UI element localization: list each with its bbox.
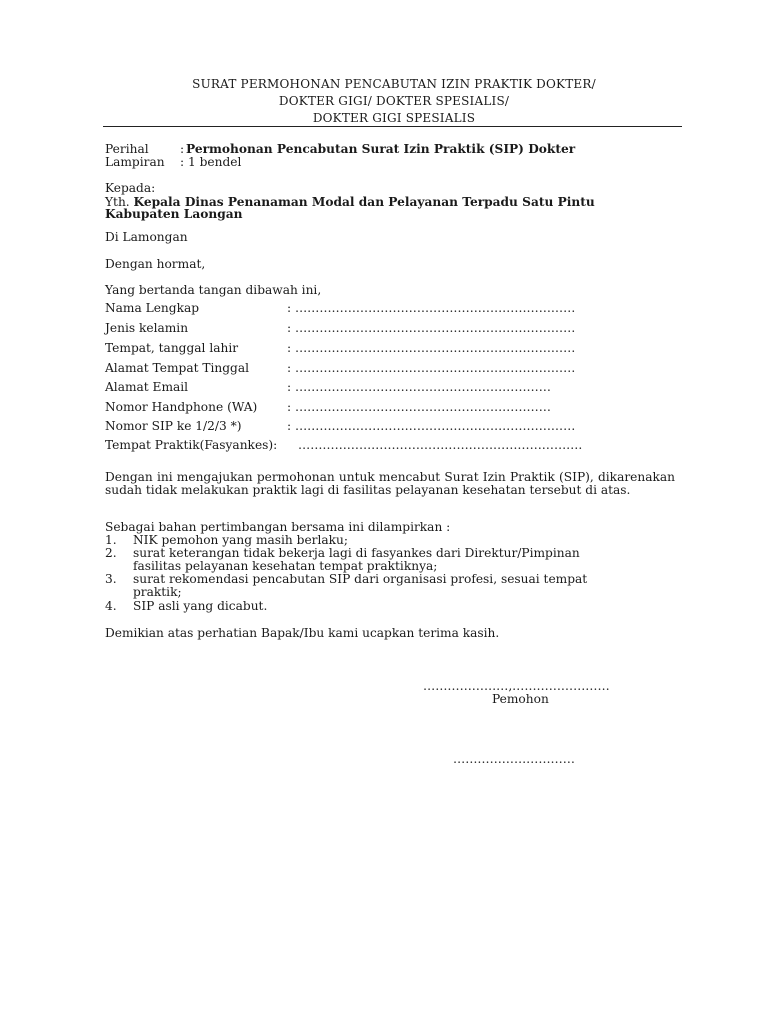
- salutation: Dengan hormat,: [105, 257, 206, 271]
- field-value-nomor-sip: : ……………………………………………………………: [287, 419, 576, 433]
- letter-title-line-2: DOKTER GIGI/ DOKTER SPESIALIS/: [278, 94, 510, 108]
- perihal-label: Perihal: [105, 142, 149, 156]
- field-label-alamat: Alamat Tempat Tinggal: [105, 361, 249, 375]
- attachment-item-2-cont: fasilitas pelayanan kesehatan tempat praktiknya;: [133, 559, 438, 573]
- signature-name-line: …………………………: [453, 752, 575, 766]
- yth-prefix: Yth.: [105, 195, 130, 209]
- perihal-separator: :: [180, 142, 185, 156]
- attachment-item-4: SIP asli yang dicabut.: [133, 599, 268, 613]
- letter-title-line-1: SURAT PERMOHONAN PENCABUTAN IZIN PRAKTIK DOKTER/: [192, 77, 596, 91]
- lampiran-label: Lampiran: [105, 155, 165, 169]
- field-label-nama: Nama Lengkap: [105, 301, 200, 315]
- title-divider: [103, 126, 682, 127]
- signature-place-date: …………………,……………………: [423, 679, 610, 693]
- lampiran-value: : 1 bendel: [180, 155, 242, 169]
- attachment-number-1: 1.: [105, 533, 117, 547]
- field-value-handphone: : ………………………………………………………: [287, 400, 551, 414]
- recipient-line-2: Kabupaten Laongan: [105, 207, 243, 221]
- perihal-value: Permohonan Pencabutan Surat Izin Praktik (SIP) Dokter: [186, 142, 576, 156]
- intro-text: Yang bertanda tangan dibawah ini,: [105, 283, 322, 297]
- field-value-alamat: : ……………………………………………………………: [287, 361, 576, 375]
- field-value-email: : ………………………………………………………: [287, 380, 551, 394]
- field-label-ttl: Tempat, tanggal lahir: [105, 341, 239, 355]
- attachment-number-2: 2.: [105, 546, 117, 560]
- field-value-jenis-kelamin: : ……………………………………………………………: [287, 321, 576, 335]
- field-label-jenis-kelamin: Jenis kelamin: [105, 321, 189, 335]
- signature-role: Pemohon: [492, 692, 549, 706]
- field-label-email: Alamat Email: [105, 380, 189, 394]
- field-label-handphone: Nomor Handphone (WA): [105, 400, 258, 414]
- field-value-nama: : ……………………………………………………………: [287, 301, 576, 315]
- attachment-number-4: 4.: [105, 599, 117, 613]
- attachment-item-2: surat keterangan tidak bekerja lagi di fasyankes dari Direktur/Pimpinan: [133, 546, 580, 560]
- request-paragraph: Dengan ini mengajukan permohonan untuk mencabut Surat Izin Praktik (SIP), dikarenakan sudah tidak melakukan praktik lagi di fasilitas pelayanan kesehatan tersebut di atas.: [105, 470, 675, 497]
- field-value-ttl: : ……………………………………………………………: [287, 341, 576, 355]
- recipient-location: Di Lamongan: [105, 230, 188, 244]
- recipient-office: Kepala Dinas Penanaman Modal dan Pelayanan Terpadu Satu Pintu: [133, 195, 595, 209]
- kepada-label: Kepada:: [105, 181, 156, 195]
- attachments-intro: Sebagai bahan pertimbangan bersama ini dilampirkan :: [105, 520, 451, 534]
- attachment-item-3-cont: praktik;: [133, 585, 182, 599]
- letter-title-line-3: DOKTER GIGI SPESIALIS: [312, 111, 476, 125]
- attachment-number-3: 3.: [105, 572, 117, 586]
- field-value-tempat-praktik: …………………………………………………………….: [298, 438, 583, 452]
- closing-sentence: Demikian atas perhatian Bapak/Ibu kami ucapkan terima kasih.: [105, 626, 500, 640]
- field-label-tempat-praktik: Tempat Praktik(Fasyankes):: [105, 438, 278, 452]
- field-label-nomor-sip: Nomor SIP ke 1/2/3 *): [105, 419, 242, 433]
- attachment-item-3: surat rekomendasi pencabutan SIP dari organisasi profesi, sesuai tempat: [133, 572, 588, 586]
- attachment-item-1: NIK pemohon yang masih berlaku;: [133, 533, 348, 547]
